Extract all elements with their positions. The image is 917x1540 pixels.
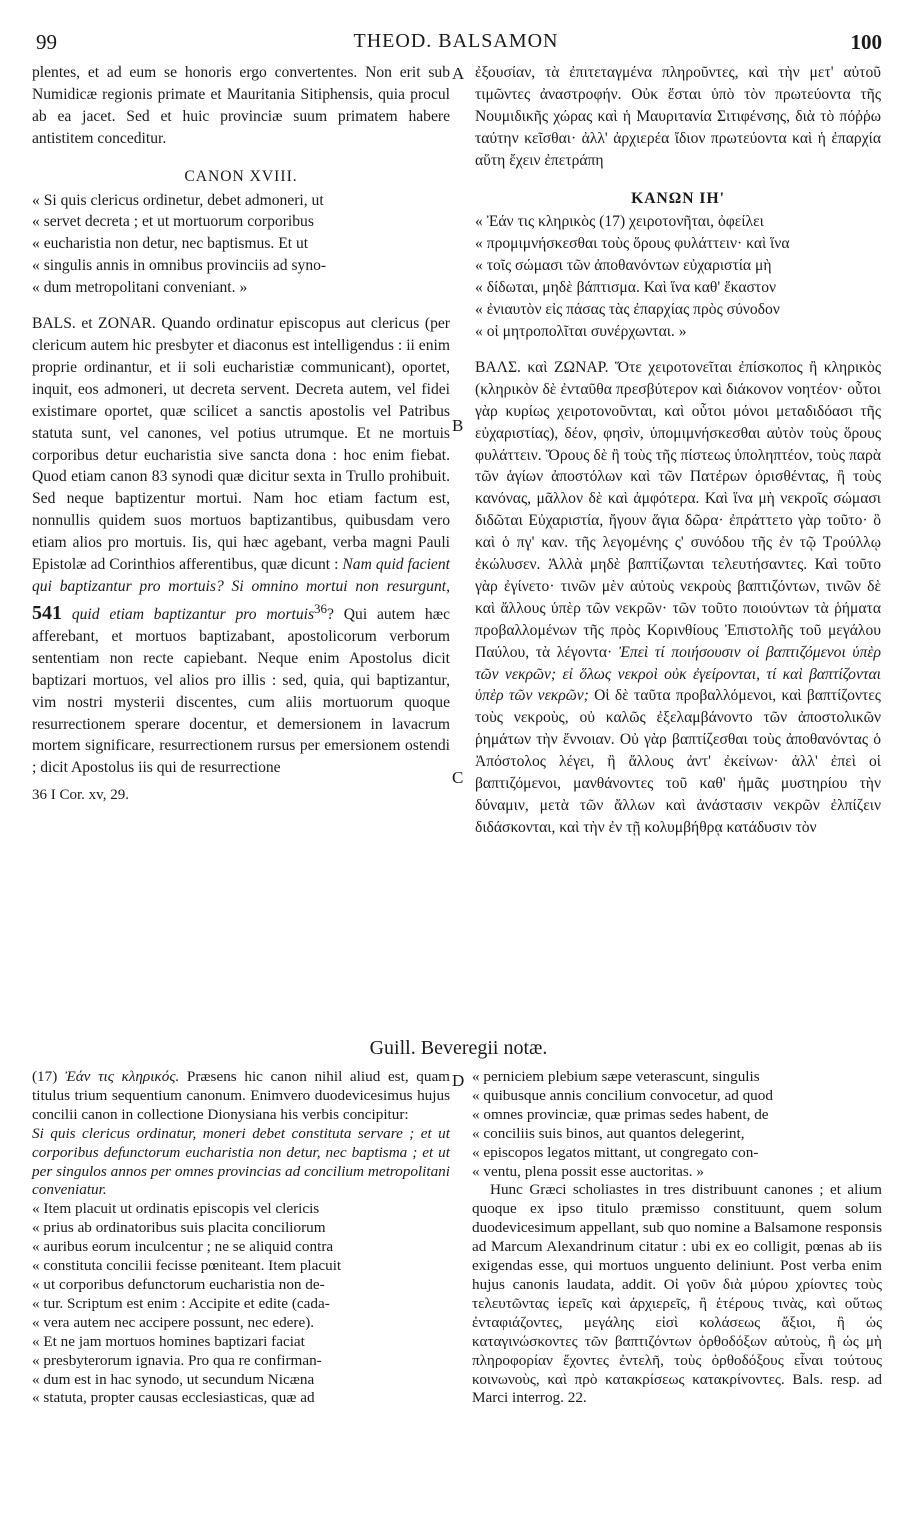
quote-line: « prius ab ordinatoribus suis placita conciliorum [32, 1219, 326, 1237]
latin-canon-line: « Si quis clericus ordinetur, debet admoneri, ut [32, 191, 324, 209]
latin-canon-line: « singulis annis in omnibus provinciis ad syno- [32, 257, 327, 275]
greek-canon-text [475, 211, 881, 342]
running-title: THEOD. BALSAMON [353, 30, 559, 52]
quote-line: « perniciem plebium sæpe veterascunt, singulis [472, 1068, 760, 1085]
notes-intro [32, 1068, 450, 1125]
margin-letter-b: B [452, 416, 464, 435]
quote-line: « conciliis suis binos, aut quantos delegerint, [472, 1124, 745, 1142]
greek-commentary-head: ΒΑΛΣ. καὶ ΖΩΝΑΡ. [475, 358, 609, 376]
quote-line: « Item placuit ut ordinatis episcopis vel clericis [32, 1200, 320, 1218]
quote-line: « omnes provinciæ, quæ primas sedes habent, de [472, 1105, 769, 1123]
notes-commentary: Hunc Græci scholiastes in tres distribuunt canones ; et alium quoque ex ipso titulo præmisso constituunt, quem solum duodevicesimum appellant, sub quo nomine a Balsamone responsis ad Marcum Alexandrinum citatur : ubi ex eo colligit, pœnas ab iis exigendas esse, qui mortuos unguento deliniunt. Post verba enim hujus canonis laudata, addit. Οἱ γοῦν διὰ μύρου χρίοντες τοὺς τελευτῶντας ἱερεῖς καὶ ἀρχιερεῖς, ἢ ἑτέρους τινὰς, καὶ οὕτως ἐνταφιάζοντες, μεγάλης εἰσὶ κολάσεως ἄξιοι, ἢ ὡς καταγινώσκοντες τῶν βαπτιζόντων ὀρθοδόξων αὐτοὺς, ἢ ὡς μὴ πληροφορίαν ἔχοντες ἐντελῆ, τοὺς ὀρθοδόξους εἶναι τούτους κοινωνοὺς, καὶ πρὸ κατακρίσεως κατακρίνοντες. Bals. resp. ad Marci interrog. 22. [472, 1181, 882, 1407]
latin-canon-text [32, 190, 450, 300]
footnote-mark: 36 [314, 600, 328, 616]
latin-intro: plentes, et ad eum se honoris ergo convertentes. Non erit sub Numidicæ regionis primate et Mauritania Sitiphensis, quia procul ab ea jacet. Sed et huic provinciæ suum primatem habere antistitem conceditur. [32, 64, 450, 147]
latin-canon-line: « servet decreta ; et ut mortuorum corporibus [32, 213, 314, 231]
greek-commentary-quote: Ἐπεὶ τί ποιήσουσιν οἱ βαπτιζόμενοι ὑπὲρ τῶν νεκρῶν; εἰ ὅλως νεκροὶ οὐκ ἐγείρονται, τί καὶ βαπτίζονται ὑπὲρ τῶν νεκρῶν; [475, 643, 882, 705]
quote-line: « statuta, propter causas ecclesiasticas, quæ ad [32, 1389, 315, 1407]
notes-quote-left [32, 1200, 450, 1408]
greek-canon-line: « οἱ μητροπολῖται συνέρχωνται. » [475, 322, 687, 340]
note-lemma: Ἐάν τις κληρικός. [64, 1068, 180, 1085]
latin-commentary-text-2: ? Qui autem hæc afferebant, et mortuos baptizabant, apostolicorum verborum sententiam non recte capiebant. Neque enim Apostolus dicit baptizari mortuos, vel alios pro illis : sed, quia, qui baptizantur, vim nostri mysterii discentes, cum aliis mortuorum quoque resurrectionem sperare docentur, et demersionem in lavacrum mortem significare, resurrectionem rursus per emersionem ostendi ; dicit Apostolus iis qui de resurrectione [32, 606, 450, 777]
margin-letter-c: C [452, 768, 464, 787]
notes-left-column [32, 1068, 450, 1408]
page-number-right: 100 [850, 30, 882, 54]
column-number: 541 [32, 602, 62, 625]
page-number-left: 99 [36, 30, 57, 54]
greek-canon-line: « ἐνιαυτὸν εἰς πάσας τὰς ἐπαρχίας πρὸς σύνοδον [475, 301, 780, 319]
quote-line: « vera autem nec accipere possunt, nec edere). [32, 1313, 315, 1331]
quote-line: « presbyterorum ignavia. Pro qua re confirman- [32, 1351, 322, 1369]
quote-line: « dum est in hac synodo, ut secundum Nicæna [32, 1370, 315, 1388]
quote-line: « ut corporibus defunctorum eucharistia non de- [32, 1275, 325, 1293]
latin-commentary-head: BALS. et ZONAR. [32, 315, 156, 333]
greek-commentary [475, 357, 881, 839]
page-header [30, 28, 882, 56]
margin-letter-d: D [452, 1071, 465, 1090]
greek-canon-line: « προμιμνήσκεσθαι τοὺς ὅρους φυλάττειν· καὶ ἵνα [475, 235, 790, 253]
notes-quote-right [472, 1068, 882, 1181]
notes-title: Guill. Beveregii notæ. [369, 1037, 548, 1059]
footnote: 36 I Cor. xv, 29. [32, 787, 129, 804]
quote-line: « tur. Scriptum est enim : Accipite et edite (cada- [32, 1294, 330, 1312]
quote-line: « Et ne jam mortuos homines baptizari faciat [32, 1332, 305, 1350]
greek-canon-line: « Ἐάν τις κληρικὸς (17) χειροτονῆται, ὀφείλει [475, 213, 764, 231]
greek-intro: ἐξουσίαν, τὰ ἐπιτεταγμένα πληροῦντες, καὶ τὴν μετ' αὐτοῦ τιμῶντες ἀναστροφήν. Οὐκ ἔσται ὑπὸ τὸν πρωτεύοντα τῆς Νουμιδικῆς χώρας καὶ ἡ Μαυριτανία Σιτιφένσης, διὰ τὸ πόῤῥω ταύτην κεῖσθαι· ἀλλ' ἀρχιερέα ἴδιον πρωτεύοντα καὶ ἡ ἐπαρχία αὕτη ἔχειν ἐπετράπη [475, 64, 881, 169]
note-number: (17) [32, 1068, 58, 1085]
quote-line: « episcopos legatos mittant, ut congregato con- [472, 1143, 759, 1161]
greek-commentary-text-2: Οἱ δὲ ταῦτα προβαλλόμενοι, καὶ βαπτίζοντες τοὺς νεκροὺς, οὐ καλῶς ἐξελαμβάνοντο τῶν ἀποστολικῶν ῥημάτων τὴν ἔννοιαν. Οὐ γὰρ βαπτίζεσθαι τοὺς ἀποθανόντας ὁ Ἀπόστολος λέγει, ἢ ἄλλους ἀντ' ἐκείνων· ἀλλ' ἐπεὶ οἱ βαπτιζόμενοι, μανθάνοντες τοῦ καθ' ἡμᾶς μυστηρίου τὴν δύναμιν, μετὰ τῶν ἄλλων καὶ ἀνάστασιν νεκρῶν ἐλπίζειν διδάσκονται, καὶ τὴν ἐν τῇ κολυμβήθρᾳ κατάδυσιν τὸν [475, 687, 881, 836]
greek-canon-title: ΚΑΝΩΝ ΙΗ' [631, 189, 725, 207]
latin-commentary-quote: Nam quid facient qui baptizantur pro mortuis? Si omnino mortui non resurgunt, [32, 556, 450, 595]
margin-letter-a: A [452, 64, 465, 83]
latin-column [32, 62, 450, 807]
note-intro-text: Præsens hic canon nihil aliud est, quam titulus trium sequentium canonum. Enimvero duodevicesimus hujus concilii canon in collectione Dionysiana his verbis concipitur: [32, 1068, 450, 1123]
latin-commentary-text: Quando ordinatur episcopus aut clericus (per clericum autem hic presbyter et diaconus est intelligendus : ii enim proprie ordinantur, et ii soli eucharistiæ communicant), oportet, inquit, eos admoneri, ut decreta servent. Decreta autem, vel fidei existimare oportet, quæ scilicet a sanctis apostolis vel Patribus statuta sunt, vel canones, vel potius utrumque. Et ne mortuis corporibus detur eucharistia sive sancta dona : hoc enim fiebat. Quod etiam canon 83 synodi quæ dicitur sexta in Trullo prohibuit. Sed neque baptizentur mortui. Nam hoc etiam factum est, nonnullis quidem suos mortuos baptizantibus, quibusdam vero etiam alios pro mortuis. Iis, qui hæc agebant, verba magni Pauli Epistolæ ad Corinthios afferentibus, quæ dicunt : [32, 315, 450, 574]
latin-commentary-quote-end: quid etiam baptizantur pro mortuis [71, 606, 315, 624]
latin-canon-line: « dum metropolitani conveniant. » [32, 279, 248, 297]
latin-canon-title: CANON XVIII. [184, 167, 298, 185]
greek-canon-line: « δίδωται, μηδὲ βάπτισμα. Καὶ ἵνα καθ' ἕκαστον [475, 279, 777, 297]
latin-commentary [32, 313, 450, 779]
latin-canon-line: « eucharistia non detur, nec baptismus. Et ut [32, 235, 309, 253]
greek-commentary-text: Ὅτε χειροτονεῖται ἐπίσκοπος ἢ κληρικὸς (κληρικὸν δὲ ἐνταῦθα πρεσβύτερον καὶ διάκονον νοητέον· οὗτοι γὰρ κυρίως χειροτονοῦνται, καὶ οὗτοι μόνοι μεταδιδόασι τῆς εὐχαριστίας), δέον, φησὶν, ὑπομιμνήσκεσθαι αὐτὸν τοὺς ὅρους φυλάττειν. Ὅρους δὲ ἢ τοὺς τῆς πίστεως ὑποληπτέον, τοὺς παρὰ τῶν ἁγίων ἀποστόλων καὶ τῶν Πατέρων ὁρισθέντας, ἢ τοὺς κανόνας, μᾶλλον δὲ καὶ ἀμφότερα. Καὶ ἵνα μὴ νεκροῖς σώμασι διδῶται Εὐχαριστία, ἤγουν ἅγια δῶρα· ἐπράττετο γὰρ τοῦτο· ὃ καὶ ὁ πγ' καν. τῆς λεγομένης ς' συνόδου τῆς ἐν τῷ Τρούλλῳ ἐκώλυσεν. Ἀλλὰ μηδὲ βαπτίζωνται τελευτήσαντες. Καὶ τοῦτο γὰρ ἐγίνετο· τινῶν μὲν αὐτοὺς νεκροὺς βαπτιζόντων, τινῶν δὲ καὶ ἄλλους ὑπὲρ τῶν νεκρῶν· τῶν τοῦτο ποιούντων τὰ ῥήματα προβαλλομένων τῆς πρὸς Κορινθίους Ἐπιστολῆς τοῦ μεγάλου Παύλου, τὰ λέγοντα· [475, 358, 882, 661]
notes-right-column [472, 1068, 882, 1408]
quote-line: « quibusque annis concilium convocetur, ad quod [472, 1086, 773, 1104]
quote-line: « auribus eorum inculcentur ; ne se aliquid contra [32, 1238, 334, 1256]
greek-column [475, 62, 881, 839]
quote-line: « constituta concilii fecisse pœniteant. Item placuit [32, 1257, 342, 1275]
notes-dionysian-text: Si quis clericus ordinatur, moneri debet constituta servare ; et ut corporibus defunctorum eucharistia non detur, nec baptisma ; et ut per singulos annos per omnes provincias ad concilium metropolitani conveniatur. [32, 1124, 450, 1199]
quote-line: « ventu, plena possit esse auctoritas. » [472, 1162, 704, 1180]
greek-canon-line: « τοῖς σώμασι τῶν ἀποθανόντων εὐχαριστία μὴ [475, 257, 772, 275]
